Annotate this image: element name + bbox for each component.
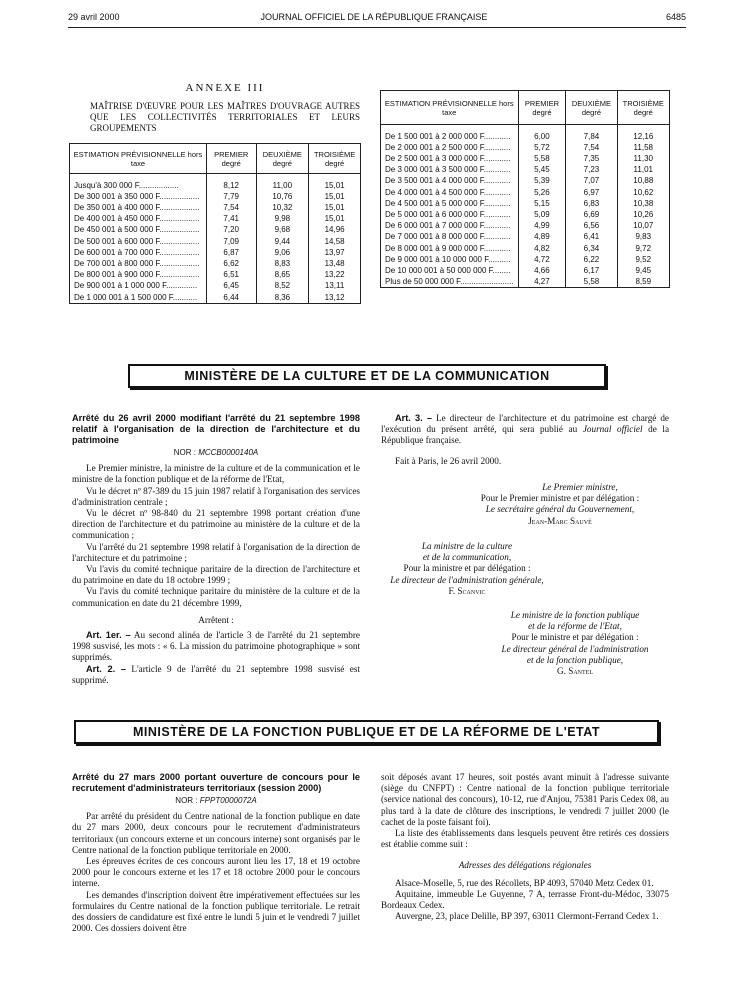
adresses-title: Adresses des délégations régionales	[458, 860, 592, 871]
cell-premier-degre: 7,41	[206, 213, 256, 224]
annexe-title: ANNEXE III	[185, 82, 265, 94]
cell-troisieme-degre: 15,01	[309, 191, 361, 202]
culture-left-column	[72, 413, 360, 686]
table-row	[381, 231, 670, 242]
culture-paragraph: Vu l'avis du comité technique paritaire de la direction de l'architecture et du patrimoine en date du 18 octobre 1999 ;	[72, 564, 360, 586]
cell-troisieme-degre: 11,58	[617, 142, 669, 153]
cell-deuxieme-degre: 6,97	[566, 187, 617, 198]
adresse-item: Auvergne, 23, place Delille, BP 397, 63011 Clermont-Ferrand Cedex 1.	[395, 911, 659, 922]
sig3-role-2: et de la réforme de l'Etat,	[528, 621, 622, 632]
nor-label: NOR :	[175, 796, 198, 805]
article-3-label: Art. 3. –	[395, 413, 433, 423]
col-header-estimation: ESTIMATION PRÉVISIONNELLE hors taxe	[381, 91, 519, 125]
sig1-title: Le secrétaire général du Gouvernement,	[485, 504, 635, 515]
cell-estimation: De 3 500 001 à 4 000 000 F............	[381, 175, 519, 186]
nor-code: FPPT0000072A	[199, 796, 257, 805]
cell-premier-degre: 8,12	[206, 180, 256, 191]
table-row	[381, 209, 670, 220]
signature-ministre-fonction-publique	[480, 610, 670, 677]
arrete-title-fonction: Arrêté du 27 mars 2000 portant ouverture de concours pour le recrutement d'administrateurs territoriaux (session 2000)	[72, 772, 360, 793]
cell-estimation: De 4 000 001 à 4 500 000 F............	[381, 187, 519, 198]
cell-premier-degre: 4,27	[518, 276, 566, 288]
nor-code: MCCB0000140A	[198, 448, 259, 457]
annexe-subtitle: MAÎTRISE D'ŒUVRE POUR LES MAÎTRES D'OUVRAGE AUTRES QUE LES COLLECTIVITÉS TERRITORIALES ET LEURS GROUPEMENTS	[90, 101, 360, 133]
culture-paragraph: Vu l'arrêté du 21 septembre 1998 relatif à l'organisation de la direction de l'architecture et du patrimoine ;	[72, 541, 360, 563]
article-3	[381, 413, 669, 447]
col-header-troisieme: TROISIÈME degré	[617, 91, 669, 125]
fee-table-header-row	[381, 91, 670, 125]
cell-premier-degre: 4,82	[518, 243, 566, 254]
cell-estimation: De 6 000 001 à 7 000 000 F............	[381, 220, 519, 231]
table-row	[70, 191, 361, 202]
cell-premier-degre: 6,62	[206, 258, 256, 269]
cell-estimation: De 5 000 001 à 6 000 000 F............	[381, 209, 519, 220]
table-row	[70, 224, 361, 235]
cell-troisieme-degre: 8,59	[617, 276, 669, 288]
cell-troisieme-degre: 11,30	[617, 153, 669, 164]
cell-estimation: De 2 000 001 à 2 500 000 F............	[381, 142, 519, 153]
cell-premier-degre: 6,51	[206, 269, 256, 280]
cell-deuxieme-degre: 9,68	[256, 224, 309, 235]
sig1-delegation: Pour le Premier ministre et par délégation :	[480, 493, 640, 504]
sig2-name: F. Scanvic	[448, 585, 486, 596]
cell-deuxieme-degre: 10,76	[256, 191, 309, 202]
cell-estimation: De 9 000 001 à 10 000 000 F..........	[381, 254, 519, 265]
header-journal-title: JOURNAL OFFICIEL DE LA RÉPUBLIQUE FRANÇAISE	[260, 12, 488, 22]
cell-estimation: De 500 001 à 600 000 F..................	[70, 236, 207, 247]
cell-estimation: De 3 000 001 à 3 500 000 F............	[381, 164, 519, 175]
cell-premier-degre: 6,44	[206, 292, 256, 304]
article-2-text: L'article 9 de l'arrêté du 21 septembre 1998 susvisé est supprimé.	[72, 663, 361, 685]
table-row	[381, 254, 670, 265]
fonction-paragraph: Par arrêté du président du Centre national de la fonction publique en date du 27 mars 2000, deux concours pour le recrutement d'administrateurs territoriaux (un concours externe et un concours interne) sont organisés par le Centre national de la fonction publique territoriale en 2000.	[72, 811, 360, 855]
cell-troisieme-degre: 13,48	[309, 258, 361, 269]
cell-estimation: De 300 001 à 350 000 F..................	[70, 191, 207, 202]
article-1	[72, 630, 360, 664]
fonction-paragraph: Les demandes d'inscription doivent être impérativement effectuées sur les formulaires du Centre national de la fonction publique territoriale. Le retrait des dossiers de candidature est fixé entre le lundi 5 juin et le vendredi 7 juillet 2000. Ces dossiers doivent être	[72, 889, 360, 934]
cell-estimation: De 900 001 à 1 000 000 F..............	[70, 280, 207, 291]
cell-premier-degre: 4,89	[518, 231, 566, 242]
cell-deuxieme-degre: 9,98	[256, 213, 309, 224]
article-2-label: Art. 2. –	[86, 663, 126, 674]
cell-deuxieme-degre: 6,22	[566, 254, 617, 265]
cell-deuxieme-degre: 5,58	[566, 276, 617, 288]
col-header-troisieme: TROISIÈME degré	[309, 144, 361, 174]
cell-premier-degre: 5,72	[518, 142, 566, 153]
cell-premier-degre: 7,54	[206, 202, 256, 213]
table-row	[70, 280, 361, 291]
cell-premier-degre: 5,58	[518, 153, 566, 164]
cell-deuxieme-degre: 6,17	[566, 265, 617, 276]
table-row	[70, 258, 361, 269]
sig3-delegation: Pour le ministre et par délégation :	[511, 632, 639, 643]
table-row	[381, 187, 670, 198]
header-rule	[68, 27, 686, 28]
fonction-paragraph: Les épreuves écrites de ces concours auront lieu les 17, 18 et 19 octobre 2000 pour le concours externe et les 17 et 18 octobre 2000 pour le concours interne.	[72, 856, 360, 889]
article-1-text: Au second alinéa de l'article 3 de l'arrêté du 21 septembre 1998 susvisé, les mots : « 6. La mission du patrimoine photographique » sont supprimés.	[72, 630, 360, 663]
nor-label: NOR :	[173, 448, 196, 457]
cell-deuxieme-degre: 8,36	[256, 292, 309, 304]
cell-troisieme-degre: 10,26	[617, 209, 669, 220]
cell-deuxieme-degre: 9,06	[256, 247, 309, 258]
cell-troisieme-degre: 15,01	[309, 202, 361, 213]
cell-premier-degre: 7,09	[206, 236, 256, 247]
cell-troisieme-degre: 10,07	[617, 220, 669, 231]
table-row	[381, 243, 670, 254]
cell-deuxieme-degre: 8,83	[256, 258, 309, 269]
sig1-name: Jean-Marc Sauvé	[528, 515, 592, 526]
table-row	[70, 247, 361, 258]
table-row	[381, 198, 670, 209]
nor-reference-culture	[72, 447, 360, 458]
cell-premier-degre: 6,87	[206, 247, 256, 258]
culture-right-column	[381, 413, 669, 467]
col-header-deuxieme: DEUXIÈME degré	[566, 91, 617, 125]
adresse-item: Aquitaine, immeuble Le Guyenne, 7 A, terrasse Front-du-Médoc, 33075 Bordeaux Cedex.	[381, 888, 669, 911]
sig2-role-2: et de la communication,	[422, 552, 512, 563]
cell-estimation: De 2 500 001 à 3 000 000 F............	[381, 153, 519, 164]
cell-estimation: De 4 500 001 à 5 000 000 F............	[381, 198, 519, 209]
article-3-text-a: Le directeur de l'architecture et du patrimoine est chargé de l'exécution du présent arrêté, qui sera publié au	[381, 413, 670, 435]
cell-deuxieme-degre: 8,52	[256, 280, 309, 291]
article-2	[72, 664, 360, 686]
article-3-text-b: de la République française.	[381, 424, 670, 446]
cell-estimation: De 700 001 à 800 000 F..................	[70, 258, 207, 269]
cell-premier-degre: 5,39	[518, 175, 566, 186]
cell-premier-degre: 4,72	[518, 254, 566, 265]
cell-troisieme-degre: 9,52	[617, 254, 669, 265]
cell-troisieme-degre: 9,45	[617, 265, 669, 276]
col-header-deuxieme: DEUXIÈME degré	[256, 144, 309, 174]
adresse-item: Alsace-Moselle, 5, rue des Récollets, BP 4093, 57040 Metz Cedex 01.	[395, 877, 654, 888]
cell-deuxieme-degre: 11,00	[256, 180, 309, 191]
nor-reference-fonction	[72, 795, 360, 806]
cell-troisieme-degre: 13,97	[309, 247, 361, 258]
cell-troisieme-degre: 9,83	[617, 231, 669, 242]
table-row	[70, 269, 361, 280]
signature-ministre-culture	[372, 541, 562, 597]
cell-estimation: Jusqu'à 300 000 F..................	[70, 180, 207, 191]
col-header-estimation: ESTIMATION PRÉVISIONNELLE hors taxe	[70, 144, 207, 174]
cell-deuxieme-degre: 8,65	[256, 269, 309, 280]
sig3-title-1: Le directeur général de l'administration	[501, 643, 649, 654]
cell-troisieme-degre: 9,72	[617, 243, 669, 254]
header-page-number: 6485	[665, 12, 686, 22]
fee-table-left	[69, 143, 361, 304]
arretent-label: Arrêtent :	[198, 614, 234, 625]
cell-troisieme-degre: 10,88	[617, 175, 669, 186]
cell-estimation: De 10 000 001 à 50 000 000 F........	[381, 265, 519, 276]
cell-deuxieme-degre: 6,83	[566, 198, 617, 209]
cell-premier-degre: 4,99	[518, 220, 566, 231]
cell-premier-degre: 6,00	[518, 131, 566, 142]
sig2-delegation: Pour la ministre et par délégation :	[403, 563, 531, 574]
cell-deuxieme-degre: 9,44	[256, 236, 309, 247]
table-row	[70, 180, 361, 191]
section-banner-fonction-publique: MINISTÈRE DE LA FONCTION PUBLIQUE ET DE LA RÉFORME DE L'ETAT	[74, 720, 659, 744]
table-row	[381, 131, 670, 142]
cell-deuxieme-degre: 7,54	[566, 142, 617, 153]
table-row	[381, 153, 670, 164]
fonction-right-column	[381, 772, 669, 922]
cell-premier-degre: 6,45	[206, 280, 256, 291]
culture-paragraph: Vu l'avis du comité technique paritaire du ministère de la culture et de la communication en date du 21 décembre 1999,	[72, 586, 360, 608]
cell-premier-degre: 5,09	[518, 209, 566, 220]
cell-troisieme-degre: 13,11	[309, 280, 361, 291]
culture-paragraph: Vu le décret nº 87-389 du 15 juin 1987 relatif à l'organisation des services d'administration centrale ;	[72, 485, 360, 507]
cell-estimation: De 1 500 001 à 2 000 000 F............	[381, 131, 519, 142]
culture-paragraph: Vu le décret nº 98-840 du 21 septembre 1998 portant création d'une direction de l'architecture et du patrimoine au ministère de la culture et de la communication ;	[72, 508, 360, 541]
fee-table-right	[380, 90, 670, 288]
table-row	[70, 202, 361, 213]
cell-estimation: De 800 001 à 900 000 F..................	[70, 269, 207, 280]
cell-troisieme-degre: 13,22	[309, 269, 361, 280]
cell-troisieme-degre: 14,58	[309, 236, 361, 247]
cell-premier-degre: 5,45	[518, 164, 566, 175]
cell-estimation: De 350 001 à 400 000 F..................	[70, 202, 207, 213]
sig3-title-2: et de la fonction publique,	[526, 654, 624, 665]
arrete-title-culture: Arrêté du 26 avril 2000 modifiant l'arrêté du 21 septembre 1998 relatif à l'organisation de la direction de l'architecture et du patrimoine	[72, 413, 360, 445]
cell-deuxieme-degre: 7,35	[566, 153, 617, 164]
table-row	[381, 220, 670, 231]
sig2-title: Le directeur de l'administration générale,	[390, 574, 544, 585]
cell-deuxieme-degre: 7,07	[566, 175, 617, 186]
cell-troisieme-degre: 10,62	[617, 187, 669, 198]
cell-deuxieme-degre: 6,56	[566, 220, 617, 231]
table-row	[70, 292, 361, 304]
sig3-role-1: Le ministre de la fonction publique	[510, 610, 640, 620]
cell-estimation: De 450 001 à 500 000 F..................	[70, 224, 207, 235]
header-date: 29 avril 2000	[68, 12, 120, 22]
cell-troisieme-degre: 12,16	[617, 131, 669, 142]
article-1-label: Art. 1er. –	[86, 630, 131, 641]
col-header-premier: PREMIER degré	[518, 91, 566, 125]
cell-estimation: Plus de 50 000 000 F........................	[381, 276, 519, 288]
cell-troisieme-degre: 14,96	[309, 224, 361, 235]
culture-paragraph: Le Premier ministre, la ministre de la culture et de la communication et le ministre de la fonction publique et de la réforme de l'Etat,	[72, 463, 360, 485]
cell-estimation: De 8 000 001 à 9 000 000 F............	[381, 243, 519, 254]
cell-deuxieme-degre: 6,41	[566, 231, 617, 242]
table-row	[381, 164, 670, 175]
cell-premier-degre: 7,79	[206, 191, 256, 202]
cell-deuxieme-degre: 7,84	[566, 131, 617, 142]
fonction-paragraph: La liste des établissements dans lesquels peuvent être retirés ces dossiers est établie comme suit :	[381, 828, 669, 850]
sig1-role: Le Premier ministre,	[542, 482, 618, 492]
cell-deuxieme-degre: 6,34	[566, 243, 617, 254]
table-row	[381, 142, 670, 153]
col-header-premier: PREMIER degré	[206, 144, 256, 174]
cell-troisieme-degre: 13,12	[309, 292, 361, 304]
cell-deuxieme-degre: 7,23	[566, 164, 617, 175]
cell-estimation: De 400 001 à 450 000 F..................	[70, 213, 207, 224]
table-row	[70, 213, 361, 224]
table-row	[381, 265, 670, 276]
cell-estimation: De 1 000 001 à 1 500 000 F...........	[70, 292, 207, 304]
cell-premier-degre: 5,26	[518, 187, 566, 198]
table-row	[381, 276, 670, 288]
fonction-paragraph: soit déposés avant 17 heures, soit postés avant minuit à l'adresse suivante (siège du CNFPT) : Centre national de la fonction publique territoriale (service national des concours), 10-12, rue d'Anjou, 75381 Paris Cedex 08, au plus tard à la date de clôture des inscriptions, le vendredi 7 juillet 2000 (le cachet de la poste faisant foi).	[381, 772, 669, 827]
table-row	[70, 236, 361, 247]
sig3-name: G. Santel	[557, 666, 593, 677]
cell-estimation: De 7 000 001 à 8 000 000 F............	[381, 231, 519, 242]
cell-premier-degre: 7,20	[206, 224, 256, 235]
fee-table-header-row	[70, 144, 361, 174]
fonction-left-column	[72, 772, 360, 934]
cell-premier-degre: 5,15	[518, 198, 566, 209]
fait-a-paris: Fait à Paris, le 26 avril 2000.	[395, 455, 502, 466]
section-banner-culture: MINISTÈRE DE LA CULTURE ET DE LA COMMUNICATION	[128, 364, 606, 388]
cell-deuxieme-degre: 6,69	[566, 209, 617, 220]
cell-troisieme-degre: 15,01	[309, 213, 361, 224]
table-row	[381, 175, 670, 186]
sig2-role-1: La ministre de la culture	[421, 541, 513, 551]
cell-premier-degre: 4,66	[518, 265, 566, 276]
cell-estimation: De 600 001 à 700 000 F..................	[70, 247, 207, 258]
cell-troisieme-degre: 11,01	[617, 164, 669, 175]
signature-premier-ministre	[460, 482, 660, 527]
cell-troisieme-degre: 10,38	[617, 198, 669, 209]
article-3-journal: Journal officiel	[582, 424, 643, 435]
cell-deuxieme-degre: 10,32	[256, 202, 309, 213]
cell-troisieme-degre: 15,01	[309, 180, 361, 191]
